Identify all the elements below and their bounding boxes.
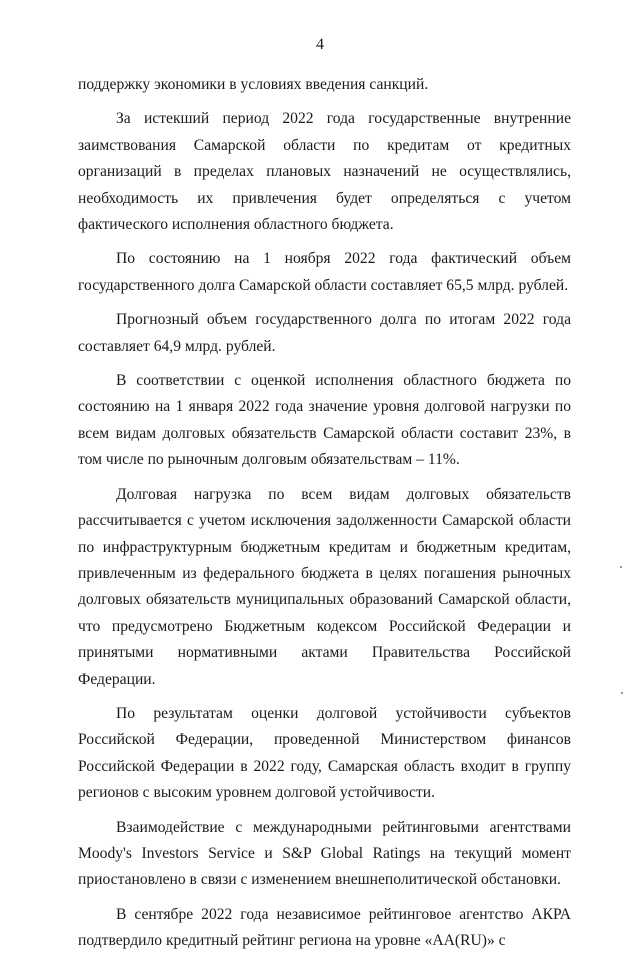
document-body [78, 72, 571, 963]
paragraph-debt-sustainability: По результатам оценки долговой устойчивости субъектов Российской Федерации, проведенной Министерством финансов Российской Федерации в 2022 году, Самарская область входит в группу регионов с высоким уровнем долговой устойчивости. [78, 704, 571, 802]
scan-speck [620, 566, 622, 568]
paragraph-debt-load: В соответствии с оценкой исполнения областного бюджета по состоянию на 1 января 2022 года значение уровня долговой нагрузки по всем видам долговых обязательств Самарской области составит 23%, в том числе по рыночным долговым обязательствам – 11%. [78, 372, 571, 469]
paragraph-continuation: поддержку экономики в условиях введения санкций. [78, 76, 429, 93]
paragraph-rating-agencies: Взаимодействие с международными рейтинговыми агентствами Moody's Investors Service и S&P Global Ratings на текущий момент приостановлено в связи с изменением внешнеполитической обстановки. [78, 818, 571, 889]
paragraph-forecast-debt: Прогнозный объем государственного долга по итогам 2022 года составляет 64,9 млрд. рублей. [78, 311, 571, 355]
paragraph-debt-calculation: Долговая нагрузка по всем видам долговых обязательств рассчитывается с учетом исключения задолженности Самарской области по инфраструктурным бюджетным кредитам и бюджетным кредитам, привлеченным из федерального бюджета в целях погашения рыночных долговых обязательств муниципальных образований Самарской области, что предусмотрено Бюджетным кодексом Российской Федерации и принятыми нормативными актами Правительства Российской Федерации. [78, 485, 571, 688]
paragraph-akra-rating: В сентябре 2022 года независимое рейтинговое агентство АКРА подтвердило кредитный рейтинг региона на уровне «AA(RU)» с [78, 905, 571, 950]
paragraph-actual-debt: По состоянию на 1 ноября 2022 года фактический объем государственного долга Самарской области составляет 65,5 млрд. рублей. [78, 250, 571, 294]
paragraph-borrowings: За истекший период 2022 года государственные внутренние заимствования Самарской области по кредитам от кредитных организаций в пределах плановых назначений не осуществлялись, необходимость их привлечения будет определяться с учетом фактического исполнения областного бюджета. [78, 110, 571, 234]
scan-speck [621, 692, 623, 694]
page-number: 4 [316, 36, 324, 53]
